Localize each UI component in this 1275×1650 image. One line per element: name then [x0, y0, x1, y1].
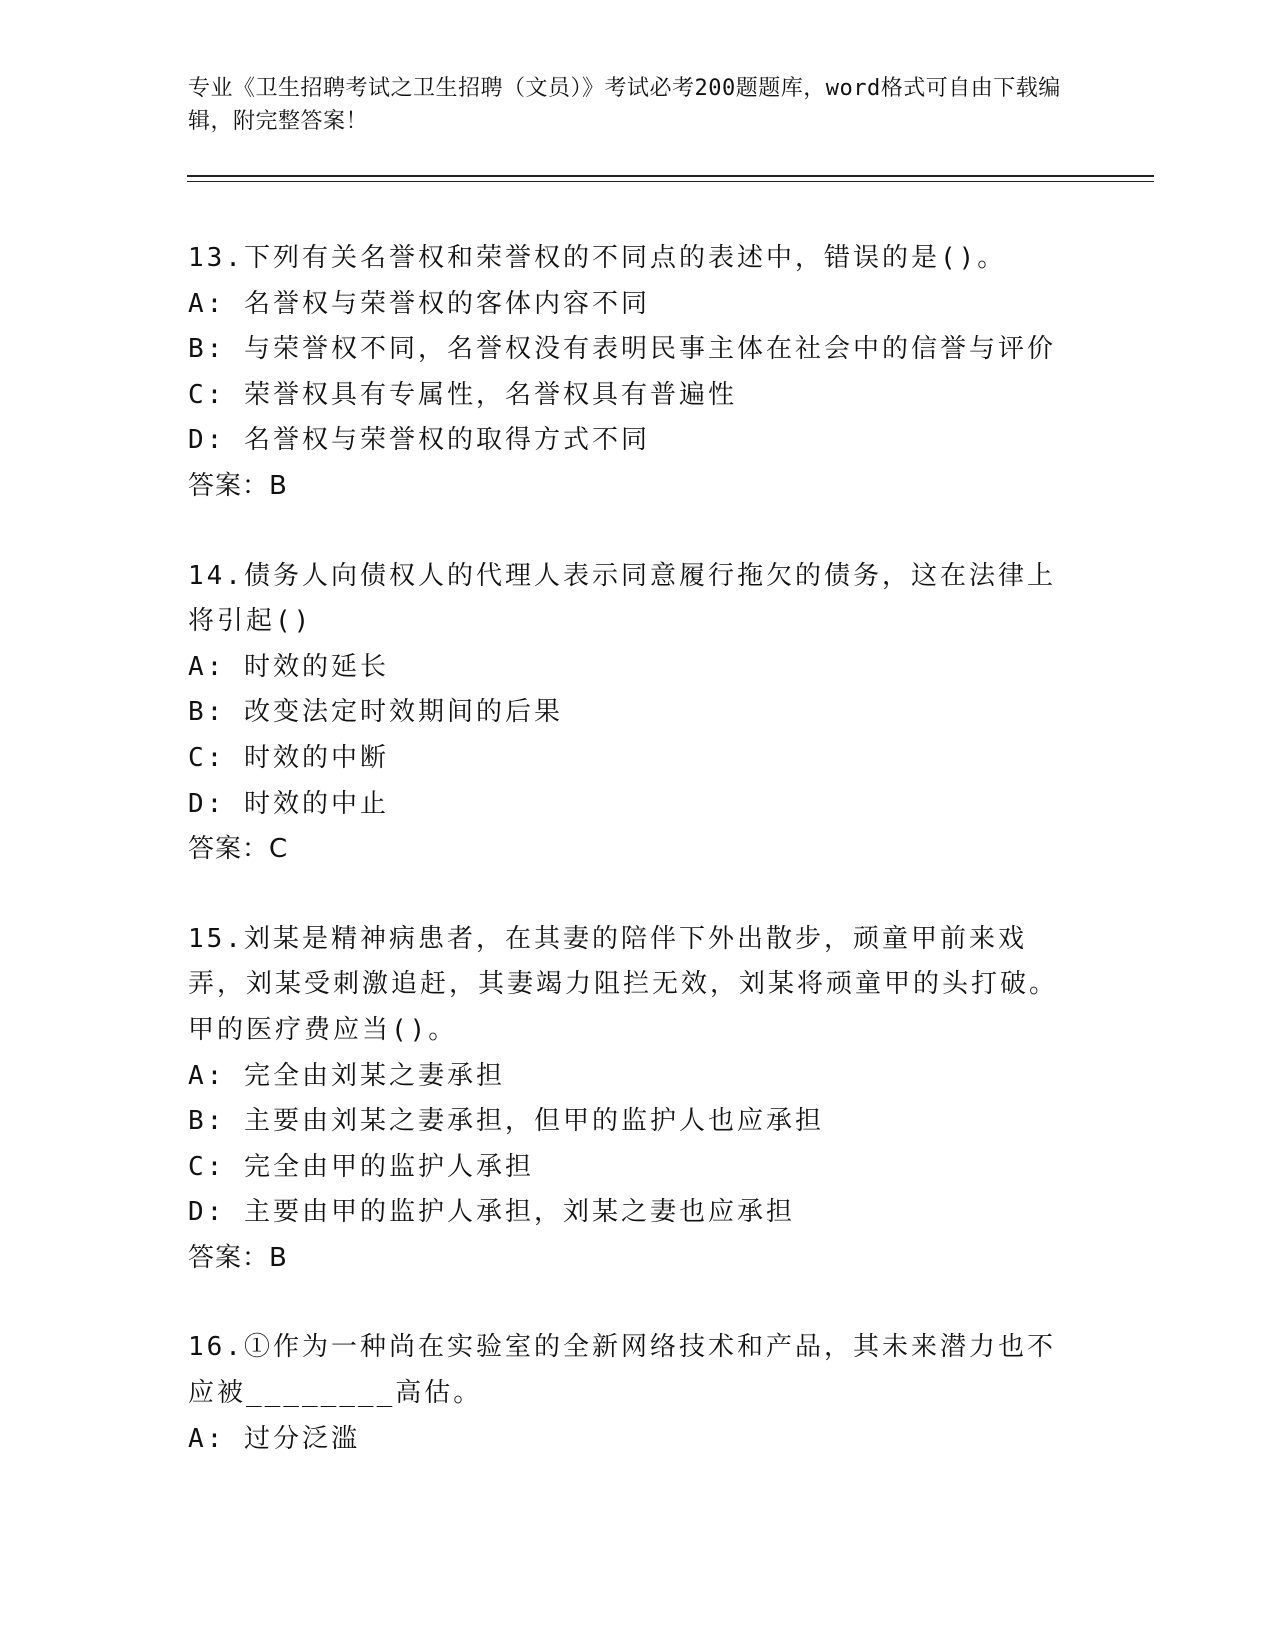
question-stem: 13.下列有关名誉权和荣誉权的不同点的表述中，错误的是()。 [188, 243, 1007, 273]
question-stem: 16.①作为一种尚在实验室的全新网络技术和产品，其未来潜力也不应被________高估。 [188, 1332, 1056, 1409]
option-c: C: 荣誉权具有专属性，名誉权具有普遍性 [188, 379, 737, 410]
question-15 [188, 917, 1088, 1282]
question-14 [188, 554, 1088, 873]
option-b: B: 改变法定时效期间的后果 [188, 697, 563, 728]
option-d: D: 主要由甲的监护人承担，刘某之妻也应承担 [188, 1197, 795, 1228]
option-a: A: 名誉权与荣誉权的客体内容不同 [188, 288, 650, 319]
document-header: 专业《卫生招聘考试之卫生招聘（文员）》考试必考200题题库，word格式可自由下载编辑，附完整答案！ [188, 76, 1061, 134]
option-a: A: 完全由刘某之妻承担 [188, 1060, 505, 1091]
option-a: A: 时效的延长 [188, 651, 389, 682]
question-list [188, 236, 1088, 1506]
answer-label: 答案：C [188, 834, 289, 865]
answer-label: 答案：B [188, 470, 288, 501]
option-d: D: 时效的中止 [188, 788, 389, 819]
option-c: C: 完全由甲的监护人承担 [188, 1151, 534, 1182]
option-a: A: 过分泛滥 [188, 1423, 360, 1454]
question-stem: 15.刘某是精神病患者，在其妻的陪伴下外出散步，顽童甲前来戏弄，刘某受刺激追赶，其妻竭力阻拦无效，刘某将顽童甲的头打破。甲的医疗费应当()。 [188, 923, 1059, 1045]
option-c: C: 时效的中断 [188, 742, 389, 773]
question-stem: 14.债务人向债权人的代理人表示同意履行拖欠的债务，这在法律上将引起() [188, 560, 1056, 637]
question-16 [188, 1325, 1088, 1462]
header-divider-thick [187, 175, 1154, 177]
header-divider-thin [187, 181, 1154, 182]
answer-label: 答案：B [188, 1242, 288, 1273]
option-b: B: 与荣誉权不同，名誉权没有表明民事主体在社会中的信誉与评价 [188, 334, 1056, 365]
option-b: B: 主要由刘某之妻承担，但甲的监护人也应承担 [188, 1106, 824, 1137]
option-d: D: 名誉权与荣誉权的取得方式不同 [188, 425, 650, 456]
question-13 [188, 236, 1088, 510]
